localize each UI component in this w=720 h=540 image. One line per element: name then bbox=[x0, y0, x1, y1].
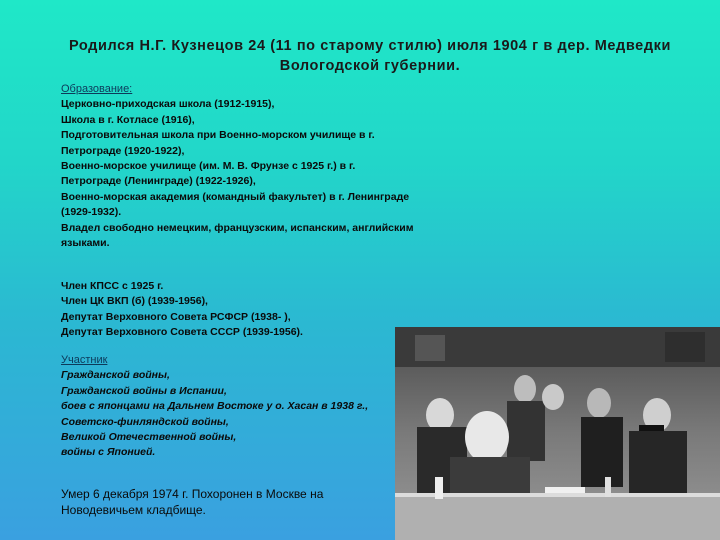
photo-illustration bbox=[395, 327, 720, 540]
education-line: (1929-1932). bbox=[61, 206, 122, 219]
membership-line: Член КПСС с 1925 г. bbox=[61, 280, 164, 292]
death-note bbox=[61, 486, 381, 518]
education-line: Петрограде (1920-1922), bbox=[61, 144, 185, 157]
historical-photo bbox=[395, 327, 720, 540]
membership-section bbox=[61, 279, 391, 341]
death-line: Умер 6 декабря 1974 г. Похоронен в Москве на bbox=[61, 487, 324, 501]
education-line: Подготовительная школа при Военно-морском училище в г. bbox=[61, 129, 375, 142]
education-line: Владел свободно немецким, французским, испанским, английским bbox=[61, 221, 414, 234]
participation-line: Советско-финляндской войны, bbox=[61, 415, 229, 428]
education-line: языками. bbox=[61, 237, 110, 250]
education-section bbox=[61, 82, 491, 251]
education-line: Школа в г. Котласе (1916), bbox=[61, 113, 195, 126]
membership-line: Депутат Верховного Совета РСФСР (1938- ), bbox=[61, 310, 291, 323]
education-line: Петрограде (Ленинграде) (1922-1926), bbox=[61, 175, 256, 188]
participation-line: Гражданской войны в Испании, bbox=[61, 384, 227, 397]
participation-line: войны с Японией. bbox=[61, 446, 156, 459]
membership-line: Член ЦК ВКП (б) (1939-1956), bbox=[61, 295, 208, 308]
participation-line: Великой Отечественной войны, bbox=[61, 431, 237, 444]
education-line: Военно-морская академия (командный факультет) в г. Ленинграде bbox=[61, 190, 410, 203]
membership-line: Депутат Верховного Совета СССР (1939-1956). bbox=[61, 326, 303, 339]
participation-line: Гражданской войны, bbox=[61, 369, 170, 382]
education-line: Военно-морское училище (им. М. В. Фрунзе с 1925 г.) в г. bbox=[61, 160, 356, 173]
slide-title: Родился Н.Г. Кузнецов 24 (11 по старому стилю) июля 1904 г в дер. Медведки Вологодской губернии. bbox=[68, 38, 672, 74]
participation-label: Участник bbox=[61, 354, 108, 366]
participation-section bbox=[61, 353, 406, 461]
participation-line: боев с японцами на Дальнем Востоке у о. Хасан в 1938 г., bbox=[61, 400, 369, 413]
education-label: Образование: bbox=[61, 83, 133, 95]
death-line: Новодевичьем кладбище. bbox=[61, 503, 206, 517]
education-line: Церковно-приходская школа (1912-1915), bbox=[61, 98, 275, 111]
